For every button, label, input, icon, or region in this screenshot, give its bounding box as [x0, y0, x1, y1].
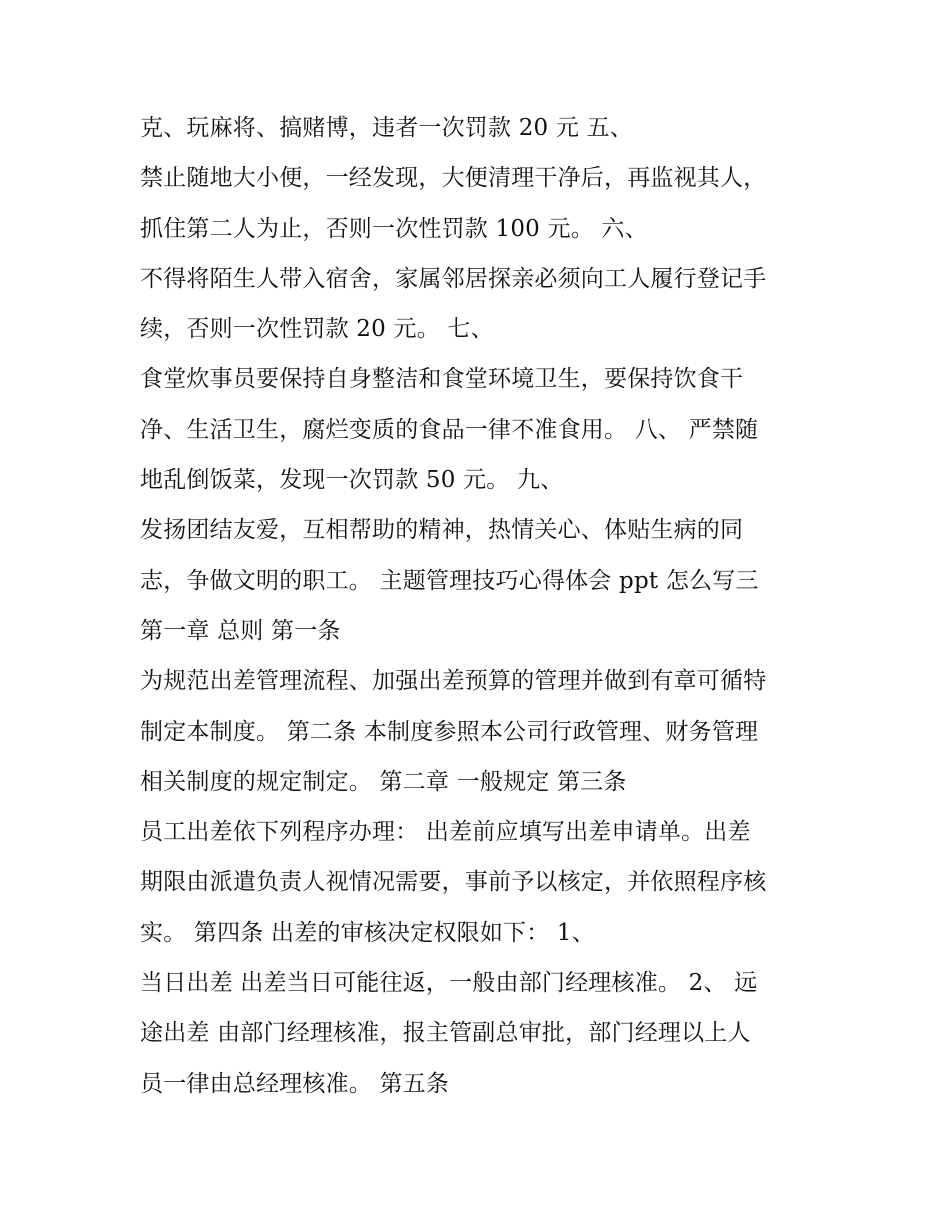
document-body — [140, 103, 830, 1109]
text-line: 食堂炊事员要保持自身整洁和食堂环境卫生，要保持饮食干 — [140, 366, 744, 393]
text-line: 实。 第四条 出差的审核决定权限如下： 1、 — [140, 919, 595, 946]
text-line: 地乱倒饭菜，发现一次罚款 50 元。 九、 — [140, 467, 564, 494]
text-line: 员一律由总经理核准。 第五条 — [140, 1070, 450, 1097]
text-line: 抓住第二人为止，否则一次性罚款 100 元。 六、 — [140, 215, 648, 242]
text-line: 期限由派遣负责人视情况需要，事前予以核定，并依照程序核 — [140, 869, 767, 896]
text-line: 克、玩麻将、搞赌博，违者一次罚款 20 元 五、 — [140, 115, 633, 141]
text-line: 途出差 由部门经理核准，报主管副总审批，部门经理以上人 — [140, 1020, 751, 1047]
text-line: 续，否则一次性罚款 20 元。 七、 — [140, 316, 494, 343]
text-line: 净、生活卫生，腐烂变质的食品一律不准食用。 八、 严禁随 — [140, 416, 759, 443]
text-line: 志，争做文明的职工。 主题管理技巧心得体会 ppt 怎么写三 — [140, 567, 759, 594]
text-line: 为规范出差管理流程、加强出差预算的管理并做到有章可循特 — [140, 668, 767, 695]
text-line: 禁止随地大小便，一经发现，大便清理干净后，再监视其人， — [140, 165, 767, 192]
text-line: 当日出差 出差当日可能往返，一般由部门经理核准。 2、 远 — [140, 970, 758, 997]
text-line: 制定本制度。 第二条 本制度参照本公司行政管理、财务管理 — [140, 718, 759, 745]
text-line: 不得将陌生人带入宿舍，家属邻居探亲必须向工人履行登记手 — [140, 265, 767, 292]
text-line: 相关制度的规定制定。 第二章 一般规定 第三条 — [140, 768, 627, 795]
text-line: 发扬团结友爱，互相帮助的精神，热情关心、体贴生病的同 — [140, 517, 744, 544]
text-line: 员工出差依下列程序办理： 出差前应填写出差申请单。出差 — [140, 819, 751, 846]
text-line: 第一章 总则 第一条 — [140, 617, 341, 644]
